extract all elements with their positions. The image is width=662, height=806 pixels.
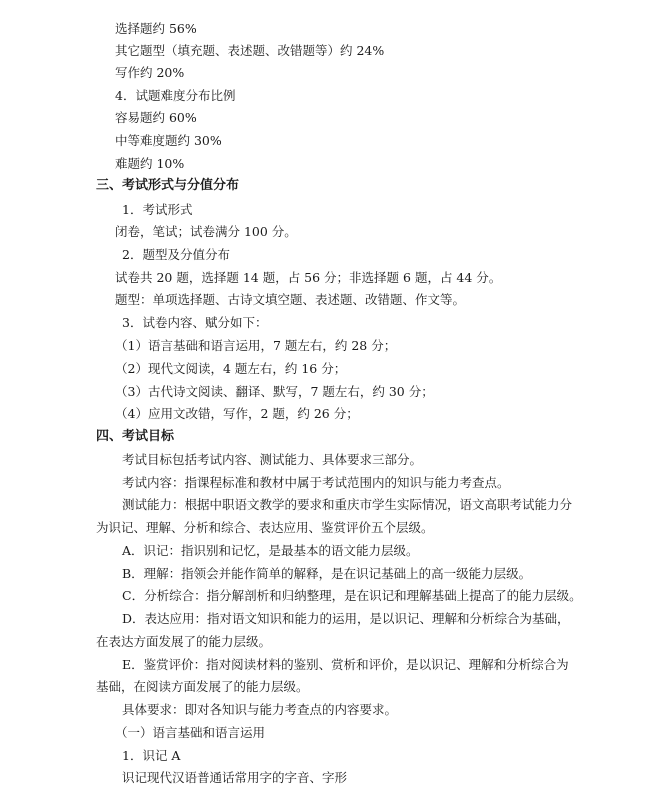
paragraph-specific-requirements: 具体要求：即对各知识与能力考查点的内容要求。 — [122, 702, 398, 717]
section-heading-4: 四、考试目标 — [96, 429, 175, 444]
level-d-apply-line1: D．表达应用：指对语文知识和能力的运用，是以识记、理解和分析综合为基础， — [122, 611, 570, 626]
paragraph-test-ability-line1: 测试能力：根据中职语文教学的要求和重庆市学生实际情况，语文高职考试能力分 — [122, 497, 573, 512]
text-line-memorize-chars: 识记现代汉语普通话常用字的字音、字形 — [122, 770, 348, 785]
text-line-choice-ratio: 选择题约 56% — [115, 21, 197, 36]
paragraph-exam-content: 考试内容：指课程标准和教材中属于考试范围内的知识与能力考查点。 — [122, 475, 510, 490]
section-heading-3: 三、考试形式与分值分布 — [96, 178, 240, 193]
list-item-2: （2）现代文阅读，4 题左右，约 16 分； — [115, 361, 347, 376]
text-line-easy: 容易题约 60% — [115, 110, 197, 125]
level-a-memorize: A．识记：指识别和记忆，是最基本的语文能力层级。 — [122, 543, 419, 558]
subheading-question-types: 2．题型及分值分布 — [122, 247, 230, 262]
subheading-exam-form: 1．考试形式 — [122, 202, 193, 217]
level-e-appreciate-line2: 基础，在阅读方面发展了的能力层级。 — [96, 679, 309, 694]
text-line-hard: 难题约 10% — [115, 156, 185, 171]
subsection-heading-language-basics: （一）语言基础和语言运用 — [115, 725, 266, 740]
text-line-medium: 中等难度题约 30% — [115, 133, 222, 148]
text-line-closed-book: 闭卷，笔试；试卷满分 100 分。 — [115, 224, 297, 239]
list-item-3: （3）古代诗文阅读、翻译、默写，7 题左右，约 30 分； — [115, 384, 434, 399]
text-line-writing-ratio: 写作约 20% — [115, 65, 185, 80]
subheading-difficulty: 4．试题难度分布比例 — [115, 88, 236, 103]
paragraph-exam-goals: 考试目标包括考试内容、测试能力、具体要求三部分。 — [122, 452, 423, 467]
level-c-analyze: C．分析综合：指分解剖析和归纳整理，是在识记和理解基础上提高了的能力层级。 — [122, 588, 582, 603]
list-item-1: （1）语言基础和语言运用，7 题左右，约 28 分； — [115, 338, 397, 353]
level-b-understand: B．理解：指领会并能作简单的解释，是在识记基础上的高一级能力层级。 — [122, 566, 532, 581]
level-e-appreciate-line1: E．鉴赏评价：指对阅读材料的鉴别、赏析和评价，是以识记、理解和分析综合为 — [122, 657, 569, 672]
text-line-other-types-ratio: 其它题型（填充题、表述题、改错题等）约 24% — [115, 43, 385, 58]
list-item-4: （4）应用文改错，写作，2 题，约 26 分； — [115, 406, 359, 421]
subheading-content-scoring: 3．试卷内容、赋分如下： — [122, 315, 268, 330]
text-line-question-count: 试卷共 20 题，选择题 14 题，占 56 分；非选择题 6 题，占 44 分。 — [115, 270, 502, 285]
subheading-memorize-a: 1．识记 A — [122, 748, 181, 763]
text-line-question-types: 题型：单项选择题、古诗文填空题、表述题、改错题、作文等。 — [115, 292, 466, 307]
paragraph-test-ability-line2: 为识记、理解、分析和综合、表达应用、鉴赏评价五个层级。 — [96, 520, 434, 535]
level-d-apply-line2: 在表达方面发展了的能力层级。 — [96, 634, 272, 649]
